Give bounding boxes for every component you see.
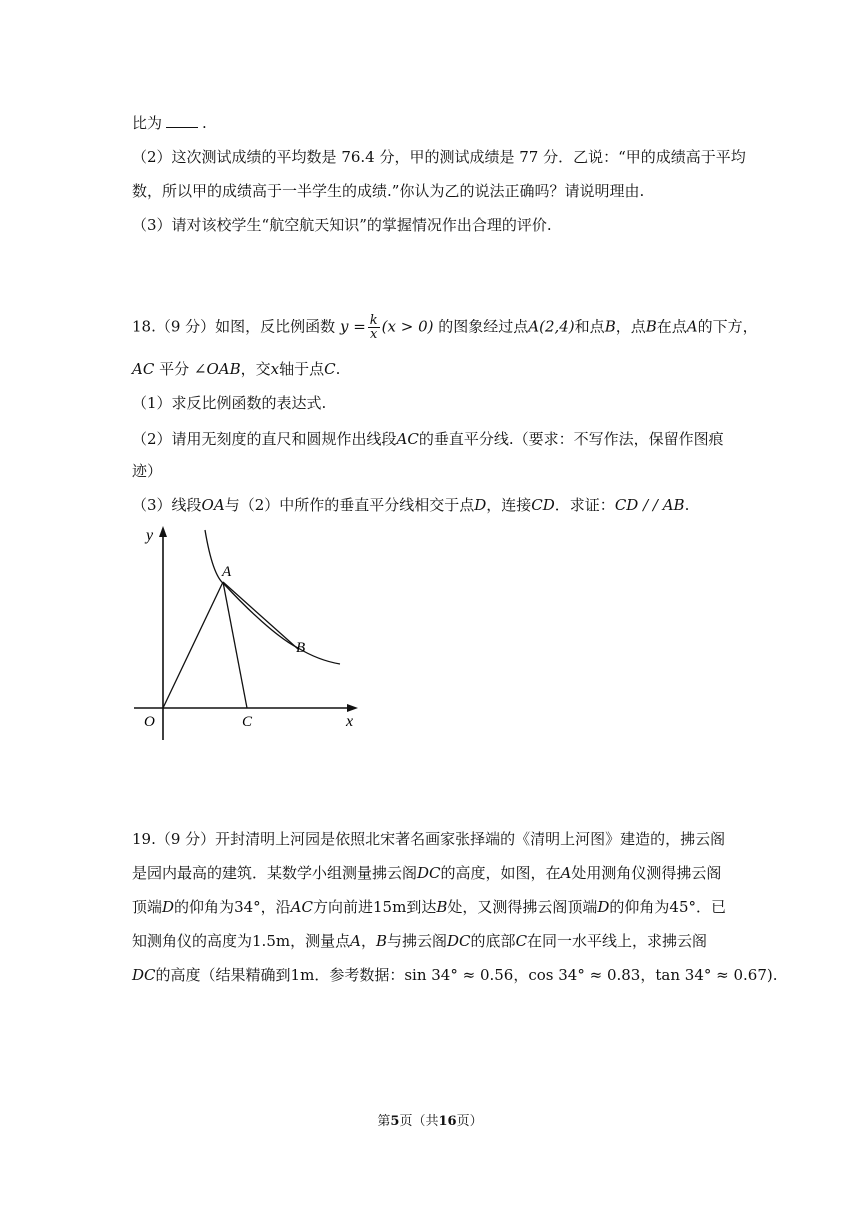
label-b: B	[296, 640, 306, 656]
q18-and-text: 和点	[574, 317, 605, 336]
footer-page-number: 5	[390, 1114, 400, 1129]
q19-l3-angle34: 34°	[234, 898, 261, 916]
q17-cont-text: 比为	[132, 114, 163, 132]
q19-line3	[132, 896, 726, 918]
q18-head: 18.（9 分）如图，反比例函数	[132, 317, 336, 336]
q18-part1: （1）求反比例函数的表达式.	[132, 394, 327, 412]
label-c: C	[242, 714, 253, 730]
q19-l5-sep1: ，	[513, 966, 529, 984]
q19-l3-f: 处，又测得拂云阁顶端	[447, 898, 598, 916]
q18-part3-text-c: ，连接	[486, 496, 532, 514]
q19-l4-c: ，	[360, 932, 376, 950]
q19-l4-f: 在同一水平线上，求拂云阁	[527, 932, 708, 950]
q19-l4-a-pt: A	[350, 932, 361, 950]
q19-l4-d: 与拂云阁	[387, 932, 448, 950]
q19-l3-a: 顶端	[132, 898, 163, 916]
q18-segment-oa: OA	[201, 496, 225, 514]
q19-l2-b: 的高度，如图，在	[440, 864, 561, 882]
segment-oa	[163, 582, 223, 708]
q18-line1	[132, 314, 758, 341]
page-footer	[0, 1110, 860, 1129]
q19-line5	[132, 964, 778, 986]
q18-point-a-2: A	[686, 317, 698, 336]
q19-l4-a: 知测角仪的高度为	[132, 932, 253, 950]
q18-proof-statement: CD / / AB	[614, 496, 685, 514]
q18-at-text: 在点	[656, 317, 687, 336]
footer-total-pages: 16	[438, 1114, 457, 1129]
q19-l2-a: 是园内最高的建筑．某数学小组测量拂云阁	[132, 864, 418, 882]
q18-part3	[132, 494, 689, 516]
q17-part3: （3）请对该校学生“航空航天知识”的掌握情况作出合理的评价.	[132, 216, 552, 234]
q19-l5-cos: cos 34° ≈ 0.83	[528, 966, 641, 984]
q18-part3-text-d: ．求证：	[554, 496, 615, 514]
q19-line1: 19.（9 分）开封清明上河园是依照北宋著名画家张择端的《清明上河图》建造的，拂云阁	[132, 830, 726, 848]
q19-l3-e: 到达	[406, 898, 437, 916]
fraction-numerator: k	[369, 313, 378, 328]
q18-bisect-text: 平分	[159, 360, 190, 378]
q19-l3-b-pt: B	[436, 898, 448, 916]
footer-post: 页）	[456, 1114, 483, 1129]
q18-point-a: A(2,4)	[528, 317, 575, 336]
q18-part2-line1	[132, 428, 724, 450]
q19-line2	[132, 862, 721, 884]
q19-l3-15m: 15m	[373, 898, 407, 916]
q18-part2-line2: 迹）	[132, 462, 163, 480]
q18-part2-segment-ac: AC	[396, 430, 419, 448]
q19-l4-c-pt: C	[515, 932, 528, 950]
q18-intersect-text: ，交	[240, 360, 271, 378]
q18-point-d: D	[474, 496, 487, 514]
q19-l3-b: 的仰角为	[174, 898, 235, 916]
q19-l4-b: ，测量点	[290, 932, 351, 950]
q19-l4-b-pt: B	[375, 932, 388, 950]
q19-l3-g: 的仰角为	[609, 898, 670, 916]
q17-part2-line1: （2）这次测试成绩的平均数是 76.4 分，甲的测试成绩是 77 分．乙说：“甲的成绩高于平均	[132, 148, 746, 166]
q19-l5-dc: DC	[132, 966, 156, 984]
q19-l5-sep2: ，	[640, 966, 656, 984]
q19-l5-tan: tan 34° ≈ 0.67)	[655, 966, 773, 984]
q19-l3-dtext: 方向前进	[312, 898, 373, 916]
q18-mid-text: 的图象经过点	[438, 317, 529, 336]
fraction-denominator: x	[370, 327, 378, 342]
q19-l3-angle45: 45°	[669, 898, 697, 916]
q19-l3-c: ，沿	[260, 898, 291, 916]
q19-l5-a: 的高度（结果精确到	[155, 966, 291, 984]
q19-l3-d: D	[162, 898, 175, 916]
label-x: x	[346, 713, 354, 730]
q18-point-b-2: B	[645, 317, 657, 336]
q19-l4-height: 1.5m	[252, 932, 291, 950]
q18-segment-cd: CD	[531, 496, 555, 514]
label-o: O	[144, 714, 155, 730]
answer-blank[interactable]	[166, 113, 198, 128]
q18-angle-oab: ∠OAB	[193, 360, 241, 378]
q19-l3-ac: AC	[290, 898, 313, 916]
q18-figure	[128, 520, 368, 746]
q18-point-b: B	[604, 317, 616, 336]
q19-l4-e: 的底部	[470, 932, 516, 950]
q19-l5-end: .	[772, 966, 778, 984]
x-axis-arrow	[347, 704, 358, 712]
q17-cont-end: .	[202, 114, 207, 132]
label-a: A	[222, 564, 232, 580]
q19-l2-dc: DC	[417, 864, 441, 882]
q18-line2	[132, 358, 340, 380]
footer-pre: 第	[377, 1114, 391, 1129]
q18-part3-end: .	[684, 496, 690, 514]
q19-l5-sin: sin 34° ≈ 0.56	[404, 966, 514, 984]
q18-line2-end: .	[335, 360, 341, 378]
y-axis-arrow	[159, 526, 167, 537]
q19-l2-a-pt: A	[560, 864, 572, 882]
q18-part3-text-a: （3）线段	[132, 496, 202, 514]
q19-line4	[132, 930, 707, 952]
q17-continuation	[132, 112, 207, 134]
q18-segment-ac: AC	[132, 360, 155, 378]
q19-l3-h: ．已	[696, 898, 727, 916]
q19-l3-d2: D	[597, 898, 610, 916]
q18-part3-text-b: 与（2）中所作的垂直平分线相交于点	[224, 496, 475, 514]
q18-domain-condition: (x > 0)	[381, 317, 434, 336]
q18-function-lhs: y =	[339, 317, 366, 336]
q18-x-var: x	[270, 360, 280, 378]
q18-comma-text: ，点	[615, 317, 646, 336]
footer-mid: 页（共	[399, 1114, 439, 1129]
q18-axis-text: 轴于点	[279, 360, 325, 378]
q19-l2-c: 处用测角仪测得拂云阁	[571, 864, 722, 882]
q18-below-text: 的下方，	[697, 317, 758, 336]
q19-l5-1m: 1m	[290, 966, 315, 984]
q18-part2-text-b: 的垂直平分线.（要求：不写作法，保留作图痕	[418, 430, 724, 448]
q18-fraction	[368, 314, 380, 341]
q19-l4-dc: DC	[447, 932, 471, 950]
q18-point-c: C	[324, 360, 336, 378]
q18-part2-text-a: （2）请用无刻度的直尺和圆规作出线段	[132, 430, 397, 448]
q17-part2-line2: 数，所以甲的成绩高于一半学生的成绩.”你认为乙的说法正确吗？请说明理由.	[132, 182, 645, 200]
label-y: y	[146, 527, 154, 544]
q19-l5-b: ．参考数据：	[314, 966, 405, 984]
